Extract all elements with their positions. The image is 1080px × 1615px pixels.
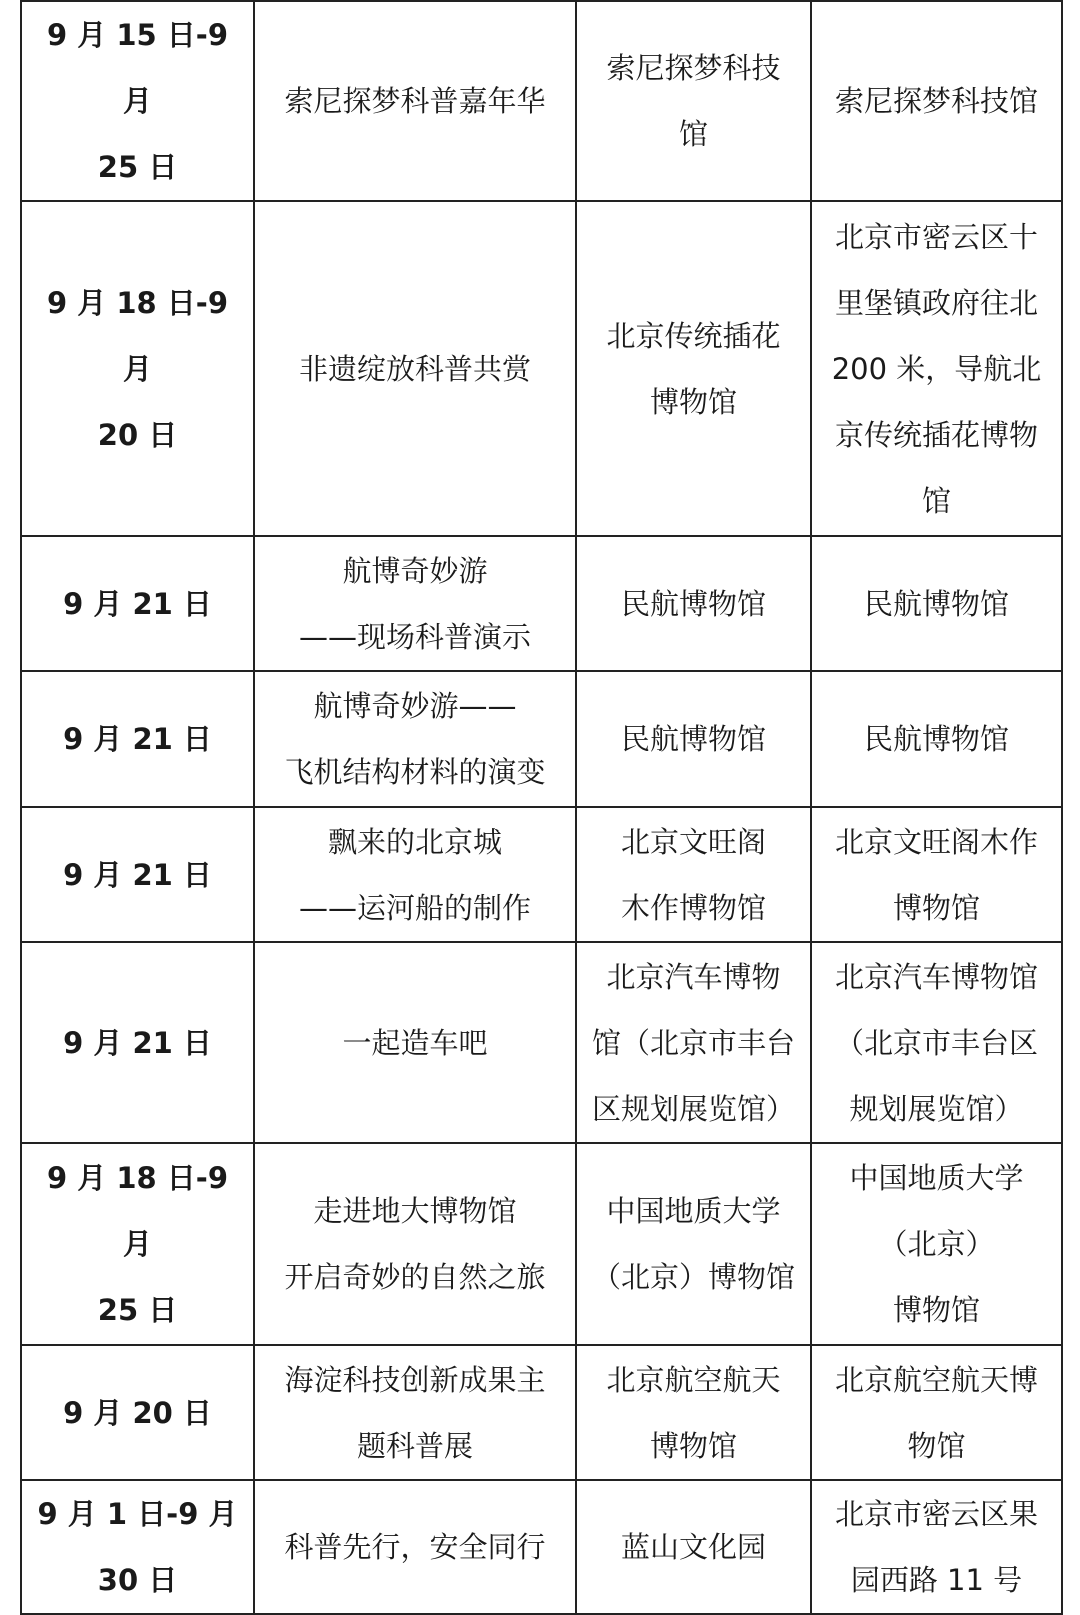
table-row [21,1143,1062,1345]
date-cell: 9 月 21 日 [21,536,254,671]
organizer-cell: 北京文旺阁 木作博物馆 [576,807,811,942]
organizer-cell: 索尼探梦科技 馆 [576,1,811,201]
address-cell: 民航博物馆 [811,671,1062,807]
organizer-cell: 北京传统插花 博物馆 [576,201,811,536]
table-row [21,942,1062,1143]
event-schedule-table [20,0,1063,1615]
date-cell: 9 月 21 日 [21,942,254,1143]
address-cell: 北京文旺阁木作 博物馆 [811,807,1062,942]
table-row [21,1345,1062,1480]
address-cell: 北京市密云区十 里堡镇政府往北 200 米，导航北 京传统插花博物 馆 [811,201,1062,536]
organizer-cell: 中国地质大学 （北京）博物馆 [576,1143,811,1345]
table-row [21,1,1062,201]
table-row [21,201,1062,536]
event-cell: 一起造车吧 [254,942,576,1143]
address-cell: 中国地质大学 （北京） 博物馆 [811,1143,1062,1345]
address-cell: 民航博物馆 [811,536,1062,671]
table-row [21,536,1062,671]
organizer-cell: 蓝山文化园 [576,1480,811,1614]
event-cell: 航博奇妙游—— 飞机结构材料的演变 [254,671,576,807]
event-cell: 走进地大博物馆 开启奇妙的自然之旅 [254,1143,576,1345]
date-cell: 9 月 15 日-9 月 25 日 [21,1,254,201]
event-cell: 科普先行，安全同行 [254,1480,576,1614]
date-cell: 9 月 1 日-9 月 30 日 [21,1480,254,1614]
event-cell: 海淀科技创新成果主 题科普展 [254,1345,576,1480]
table-row [21,807,1062,942]
date-cell: 9 月 20 日 [21,1345,254,1480]
event-cell: 索尼探梦科普嘉年华 [254,1,576,201]
organizer-cell: 北京汽车博物 馆（北京市丰台 区规划展览馆） [576,942,811,1143]
event-cell: 飘来的北京城 ——运河船的制作 [254,807,576,942]
date-cell: 9 月 18 日-9 月 20 日 [21,201,254,536]
organizer-cell: 民航博物馆 [576,536,811,671]
address-cell: 北京航空航天博 物馆 [811,1345,1062,1480]
date-cell: 9 月 18 日-9 月 25 日 [21,1143,254,1345]
address-cell: 北京汽车博物馆 （北京市丰台区 规划展览馆） [811,942,1062,1143]
address-cell: 索尼探梦科技馆 [811,1,1062,201]
event-cell: 非遗绽放科普共赏 [254,201,576,536]
date-cell: 9 月 21 日 [21,807,254,942]
date-cell: 9 月 21 日 [21,671,254,807]
table-row [21,671,1062,807]
address-cell: 北京市密云区果 园西路 11 号 [811,1480,1062,1614]
event-cell: 航博奇妙游 ——现场科普演示 [254,536,576,671]
organizer-cell: 北京航空航天 博物馆 [576,1345,811,1480]
table-row [21,1480,1062,1614]
organizer-cell: 民航博物馆 [576,671,811,807]
